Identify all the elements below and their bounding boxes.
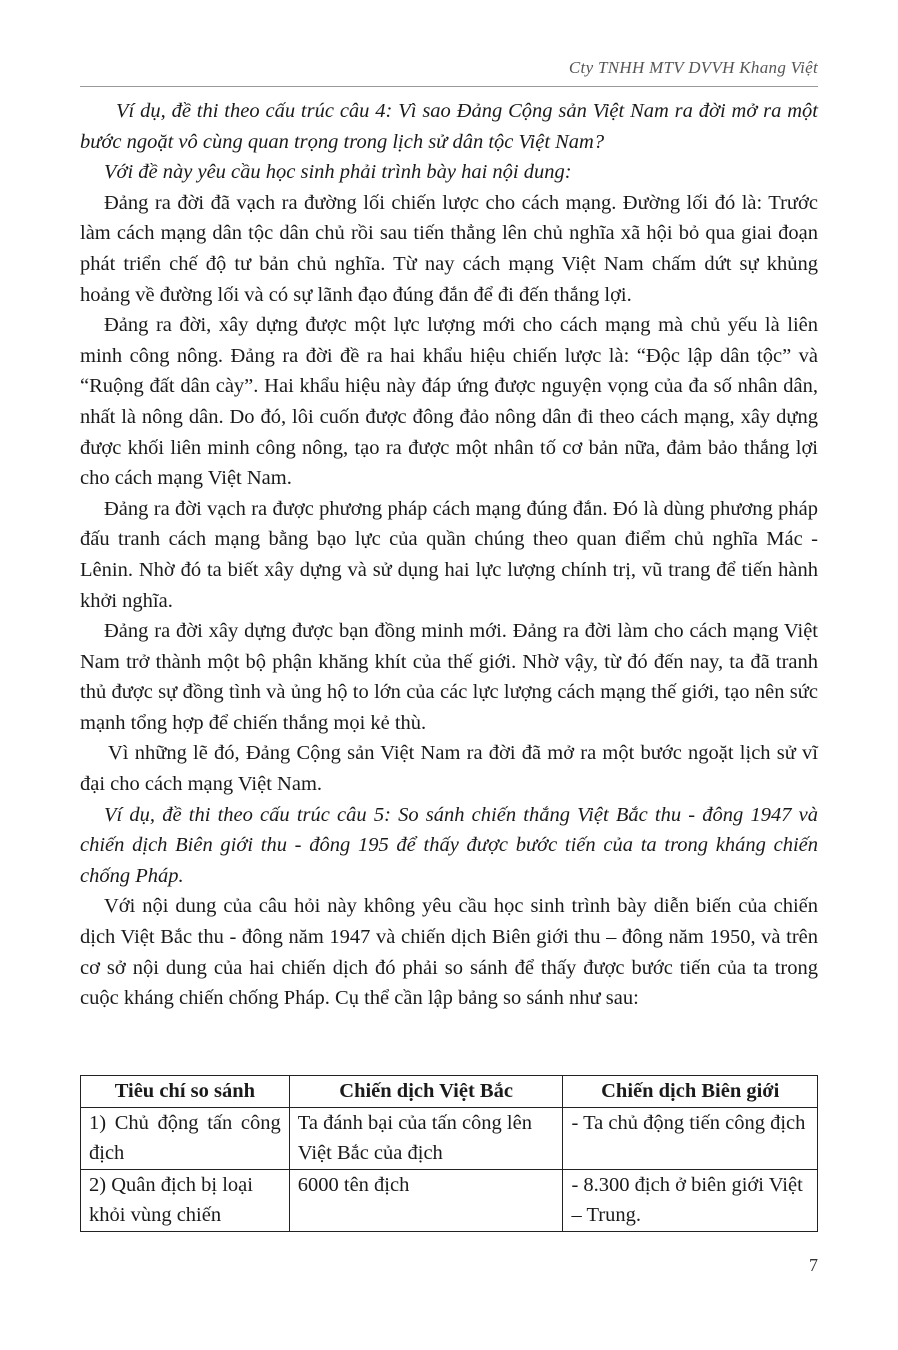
- table-header-cell: Chiến dịch Việt Bắc: [289, 1076, 563, 1108]
- table-cell: 1) Chủ động tấn công địch: [81, 1107, 290, 1169]
- example-question-5: Ví dụ, đề thi theo cấu trúc câu 5: So sánh chiến thắng Việt Bắc thu - đông 1947 và chiến dịch Biên giới thu - đông 195 để thấy được bước tiến của ta trong kháng chiến chống Pháp.: [80, 803, 818, 887]
- table-header-row: [81, 1076, 818, 1108]
- example-question-4: Ví dụ, đề thi theo cấu trúc câu 4: Vì sao Đảng Cộng sản Việt Nam ra đời mở ra một bước ngoặt vô cùng quan trọng trong lịch sử dân tộc Việt Nam?: [80, 100, 818, 153]
- paragraph-answer-guide: Với nội dung của câu hỏi này không yêu cầu học sinh trình bày diễn biến của chiến dịch Việt Bắc thu - đông năm 1947 và chiến dịch Biên giới thu – đông năm 1950, và trên cơ sở nội dung của hai chiến dịch đó phải so sánh để thấy được bước tiến của ta trong cuộc kháng chiến chống Pháp. Cụ thể cần lập bảng so sánh như sau:: [80, 895, 818, 1010]
- table-cell: - Ta chủ động tiến công địch: [563, 1107, 818, 1169]
- table-row: [81, 1169, 818, 1231]
- table-cell: - 8.300 địch ở biên giới Việt – Trung.: [563, 1169, 818, 1231]
- paragraph-allies: Đảng ra đời xây dựng được bạn đồng minh mới. Đảng ra đời làm cho cách mạng Việt Nam trở thành một bộ phận khăng khít của thế giới. Nhờ vậy, từ đó đến nay, ta đã tranh thủ được sự đồng tình và ủng hộ to lớn của các lực lượng cách mạng thế giới, tạo nên sức mạnh tổng hợp để chiến thắng mọi kẻ thù.: [80, 620, 818, 734]
- paragraph-force: Đảng ra đời, xây dựng được một lực lượng mới cho cách mạng mà chủ yếu là liên minh công nông. Đảng ra đời đề ra hai khẩu hiệu chiến lược là: “Độc lập dân tộc” và “Ruộng đất dân cày”. Hai khẩu hiệu này đáp ứng được nguyện vọng của đa số nhân dân, nhất là nông dân. Do đó, lôi cuốn được đông đảo nông dân đi theo cách mạng, xây dựng được khối liên minh công nông, tạo ra được một nhân tố cơ bản nữa, đảm bảo thắng lợi cho cách mạng Việt Nam.: [80, 314, 818, 490]
- paragraph-conclusion: Vì những lẽ đó, Đảng Cộng sản Việt Nam ra đời đã mở ra một bước ngoặt lịch sử vĩ đại cho cách mạng Việt Nam.: [80, 742, 818, 796]
- page-number: 7: [809, 1255, 818, 1275]
- comparison-table: [80, 1075, 818, 1232]
- paragraph-strategy: Đảng ra đời đã vạch ra đường lối chiến lược cho cách mạng. Đường lối đó là: Trước làm cách mạng dân tộc dân chủ rồi sau tiến thẳng lên chủ nghĩa xã hội bỏ qua giai đoạn phát triển chế độ tư bản chủ nghĩa. Từ nay cách mạng Việt Nam chấm dứt sự khủng hoảng về đường lối và có sự lãnh đạo đúng đắn để đi đến thắng lợi.: [80, 191, 818, 306]
- table-cell: 6000 tên địch: [289, 1169, 563, 1231]
- requirement-intro: Với đề này yêu cầu học sinh phải trình bày hai nội dung:: [104, 161, 572, 184]
- header-divider: [80, 86, 818, 87]
- body-text: [80, 96, 818, 1014]
- paragraph-method: Đảng ra đời vạch ra được phương pháp cách mạng đúng đắn. Đó là dùng phương pháp đấu tranh cách mạng bằng bạo lực của quần chúng theo quan điểm chủ nghĩa Mác - Lênin. Nhờ đó ta biết xây dựng và sử dụng hai lực lượng chính trị, vũ trang để tiến hành khởi nghĩa.: [80, 497, 818, 612]
- table-header-cell: Tiêu chí so sánh: [81, 1076, 290, 1108]
- table-header-cell: Chiến dịch Biên giới: [563, 1076, 818, 1108]
- table-row: [81, 1107, 818, 1169]
- table-cell: Ta đánh bại của tấn công lên Việt Bắc của địch: [289, 1107, 563, 1169]
- running-header: Cty TNHH MTV DVVH Khang Việt: [568, 58, 818, 77]
- table-cell: 2) Quân địch bị loại khỏi vùng chiến: [81, 1169, 290, 1231]
